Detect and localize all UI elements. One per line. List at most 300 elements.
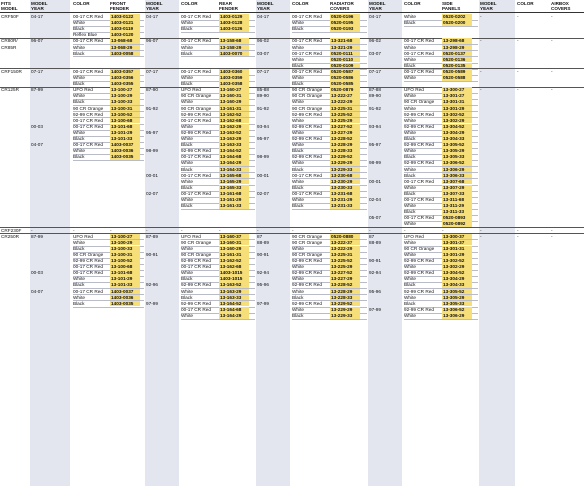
cell-color: 00-17 CR Red xyxy=(181,68,211,74)
cell-rear-fender: 13-161-33 xyxy=(219,203,249,209)
cell-rear-fender: 13-160-29 xyxy=(219,246,249,252)
cell-color: 92-99 CR Red xyxy=(292,282,322,288)
cell-radiator-covers: 0520-0879 xyxy=(330,87,360,93)
header-label: RADIATOR xyxy=(330,1,354,6)
cell-model-year: 07-17 xyxy=(31,68,43,74)
cell-rear-fender: 13-163-29 xyxy=(219,289,249,295)
cell-color: - xyxy=(517,68,519,74)
cell-model-year: 02-04 xyxy=(369,197,381,202)
cell-color: Black xyxy=(73,81,85,87)
cell-model-year: 92-96 xyxy=(146,282,158,288)
cell-model-year: 05-07 xyxy=(369,215,381,221)
cell-color: 00-17 CR Red xyxy=(73,270,103,276)
cell-rear-fender: 13-164-33 xyxy=(219,167,249,173)
header-rear-fender xyxy=(219,1,256,12)
cell-front-fender: 13-100-52 xyxy=(110,112,140,118)
cell-radiator-covers: 13-225-52 xyxy=(330,258,360,264)
header-label: COLOR xyxy=(73,1,90,6)
cell-rear-fender: 1403-0360 xyxy=(219,69,249,75)
cell-model-year: 91-92 xyxy=(146,105,158,111)
cell-radiator-covers: 0520-0111 xyxy=(330,51,360,57)
cell-color: Black xyxy=(404,300,416,306)
row-rule xyxy=(404,26,478,27)
header-color xyxy=(517,1,550,6)
row-rule xyxy=(73,307,144,308)
cell-model-year: 88-89 xyxy=(369,239,381,245)
cell-color: - xyxy=(292,227,294,233)
cell-side-panels: 13-301-37 xyxy=(442,240,472,246)
cell-color: Black xyxy=(73,282,85,288)
cell-rear-fender: 1403-0129 xyxy=(219,14,249,20)
cell-side-panels: 13-301-31 xyxy=(442,99,472,105)
cell-color: 00-17 CR Red xyxy=(292,14,322,19)
cell-model-year: 07-17 xyxy=(146,68,158,74)
cell-color: - xyxy=(181,227,183,233)
cell-color: White xyxy=(404,264,416,270)
cell-color: Black xyxy=(181,26,193,32)
cell-model-year: 87-99 xyxy=(31,233,43,239)
header-model-year xyxy=(480,1,516,12)
cell-radiator-covers: 0520-0195 xyxy=(330,20,360,26)
header-label: MODEL xyxy=(146,1,163,6)
cell-radiator-covers: 13-321-68 xyxy=(330,38,360,44)
header-color xyxy=(292,1,329,6)
cell-side-panels: 13-304-52 xyxy=(442,124,472,130)
cell-radiator-covers: 13-228-29 xyxy=(330,142,360,148)
cell-color: White xyxy=(292,197,304,202)
cell-color: White xyxy=(181,270,193,276)
cell-side-panels: 13-305-33 xyxy=(442,301,472,307)
cell-model-year: 85-88 xyxy=(257,87,269,93)
cell-color: White xyxy=(73,148,85,154)
cell-color: 00-17 CR Red xyxy=(404,38,434,44)
cell-front-fender: 13-100-27 xyxy=(110,87,140,93)
header-model-year xyxy=(31,1,71,12)
cell-rear-fender: 13-162-68 xyxy=(219,264,249,270)
cell-front-fender: 1403-0355 xyxy=(110,81,140,87)
cell-color: Black xyxy=(73,154,85,160)
cell-model-year: - xyxy=(257,227,259,233)
cell-airbox-covers: - xyxy=(551,87,553,93)
cell-radiator-covers: 13-228-52 xyxy=(330,136,360,142)
cell-color: White xyxy=(292,20,304,26)
cell-color: 92-99 CR Red xyxy=(404,258,434,263)
cell-front-fender: 13-101-68 xyxy=(110,270,140,276)
cell-color: White xyxy=(404,294,416,300)
cell-color: White xyxy=(404,44,416,50)
cell-model-year: 95-97 xyxy=(257,136,269,141)
cell-color: White xyxy=(181,123,193,129)
cell-model-year: 96-07 xyxy=(31,38,43,44)
cell-color: 92-99 CR Red xyxy=(181,282,211,288)
cell-rear-fender: 1403-1015 xyxy=(219,270,249,276)
cell-front-fender: 13-101-68 xyxy=(110,124,140,130)
cell-color: UFO Red xyxy=(404,87,424,93)
cell-model-year: 04-17 xyxy=(257,14,269,19)
cell-side-panels: 13-311-68 xyxy=(442,197,472,203)
cell-radiator-covers: 13-231-29 xyxy=(330,197,360,203)
cell-color: White xyxy=(181,197,193,202)
cell-model-year: - xyxy=(480,87,482,93)
cell-side-panels: 13-304-33 xyxy=(442,136,472,142)
cell-rear-fender: 1403-1015 xyxy=(219,276,249,282)
header-label: MODEL xyxy=(480,1,497,6)
cell-radiator-covers: 13-231-33 xyxy=(330,203,360,209)
cell-front-fender: 1403-0356 xyxy=(110,75,140,81)
cell-radiator-covers: 13-229-29 xyxy=(330,160,360,166)
cell-color: 90 CR Orange xyxy=(292,93,323,99)
cell-side-panels: 13-304-29 xyxy=(442,130,472,136)
cell-color: 92-99 CR Red xyxy=(181,111,211,117)
cell-color: White xyxy=(404,105,416,111)
cell-color: White xyxy=(404,184,416,190)
cell-rear-fender: 13-165-33 xyxy=(219,185,249,191)
header-label: MODEL xyxy=(257,1,274,6)
cell-rear-fender: 13-160-27 xyxy=(219,87,249,93)
cell-color: 00-17 CR Red xyxy=(404,215,434,221)
cell-model-year: 04-07 xyxy=(31,288,43,294)
cell-radiator-covers: 13-228-29 xyxy=(330,289,360,295)
cell-color: 00-17 CR Red xyxy=(181,306,211,312)
cell-fits-model: CRF150R xyxy=(1,68,22,74)
cell-color: Black xyxy=(181,203,193,209)
cell-front-fender: 13-101-29 xyxy=(110,130,140,136)
cell-color: Black xyxy=(404,209,416,215)
cell-color: 92-99 CR Red xyxy=(181,129,211,135)
cell-model-year: 95-96 xyxy=(257,282,269,288)
cell-color: White xyxy=(404,203,416,209)
cell-rear-fender: 1403-0128 xyxy=(219,20,249,26)
cell-color: White xyxy=(181,178,193,184)
cell-color: 90 CR Orange xyxy=(181,93,212,99)
cell-rear-fender: 13-165-29 xyxy=(219,179,249,185)
cell-side-panels: 13-306-52 xyxy=(442,160,472,166)
cell-radiator-covers: 13-230-33 xyxy=(330,185,360,191)
header-label: MODEL xyxy=(1,6,18,12)
cell-airbox-covers: - xyxy=(551,233,553,239)
cell-side-panels: 0520-0202 xyxy=(442,14,472,20)
cell-model-year: 04-07 xyxy=(31,142,43,148)
header-label: FITS xyxy=(1,1,11,6)
cell-front-fender: 13-100-27 xyxy=(110,234,140,240)
cell-radiator-covers: 13-231-68 xyxy=(330,191,360,197)
cell-radiator-covers: 13-228-52 xyxy=(330,282,360,288)
cell-model-year: 00-01 xyxy=(369,178,381,184)
cell-side-panels: 13-300-37 xyxy=(442,234,472,240)
cell-model-year: - xyxy=(31,227,33,233)
header-label: SIDE xyxy=(442,1,453,6)
cell-front-fender: 13-100-68 xyxy=(110,118,140,124)
cell-rear-fender: 13-164-68 xyxy=(219,307,249,313)
cell-model-year: - xyxy=(369,227,371,233)
cell-color: Reflex Blue xyxy=(73,32,97,38)
cell-side-panels: 13-306-52 xyxy=(442,307,472,313)
cell-color: White xyxy=(404,239,416,245)
cell-color: 90 CR Orange xyxy=(73,251,104,257)
cell-color: White xyxy=(292,264,304,270)
cell-model-year: 07-17 xyxy=(257,68,269,74)
cell-color: 92-99 CR Red xyxy=(404,142,434,148)
cell-color: Black xyxy=(73,245,85,251)
cell-model-year: 95-97 xyxy=(369,142,381,148)
cell-color: 00-17 CR Red xyxy=(181,190,211,196)
cell-model-year: 93-94 xyxy=(369,123,381,129)
cell-color: Black xyxy=(181,294,193,300)
cell-side-panels: 0520-0200 xyxy=(442,20,472,26)
cell-color: White xyxy=(404,166,416,172)
row-rule xyxy=(181,319,255,320)
cell-front-fender: 13-068-29 xyxy=(110,45,140,51)
cell-color: Black xyxy=(292,81,304,87)
cell-radiator-covers: 13-229-52 xyxy=(330,154,360,160)
cell-front-fender: 13-101-29 xyxy=(110,276,140,282)
cell-color: Black xyxy=(404,62,416,68)
cell-rear-fender: 13-162-52 xyxy=(219,112,249,118)
cell-fits-model: CR85R xyxy=(1,44,17,50)
cell-rear-fender: 13-163-29 xyxy=(219,136,249,142)
cell-color: 00-17 CR Red xyxy=(404,68,434,74)
cell-front-fender: 1403-0036 xyxy=(110,148,140,154)
cell-side-panels: 13-305-52 xyxy=(442,289,472,295)
cell-side-panels: 13-305-52 xyxy=(442,142,472,148)
cell-color: 00-17 CR Red xyxy=(73,38,103,44)
cell-rear-fender: 13-160-31 xyxy=(219,93,249,99)
cell-side-panels: 13-306-33 xyxy=(442,173,472,179)
cell-color: White xyxy=(292,142,304,148)
cell-color: 00-17 CR Red xyxy=(181,14,211,19)
cell-front-fender: 1403-0036 xyxy=(110,295,140,301)
cell-color: White xyxy=(181,288,193,294)
cell-model-year: 87-99 xyxy=(31,87,43,93)
cell-model-year: 98-99 xyxy=(257,154,269,160)
cell-front-fender: 13-101-33 xyxy=(110,136,140,142)
cell-color: White xyxy=(404,75,416,80)
header-airbox-covers xyxy=(551,1,584,12)
cell-color: Black xyxy=(292,26,304,32)
cell-rear-fender: 13-162-29 xyxy=(219,124,249,130)
cell-color: Black xyxy=(404,136,416,141)
cell-airbox-covers: - xyxy=(551,14,553,19)
cell-side-panels: 13-302-52 xyxy=(442,112,472,118)
cell-model-year: 02-07 xyxy=(146,190,158,196)
header-color xyxy=(73,1,109,6)
cell-front-fender: 13-100-33 xyxy=(110,99,140,105)
cell-rear-fender: 13-165-68 xyxy=(219,173,249,179)
header-label: YEAR xyxy=(369,6,382,12)
cell-model-year: - xyxy=(480,14,482,19)
cell-color: 00-17 CR Red xyxy=(73,14,103,19)
cell-color: 00-17 CR Red xyxy=(181,264,211,270)
cell-color: White xyxy=(404,14,416,19)
cell-model-year: - xyxy=(480,233,482,239)
cell-color: Black xyxy=(181,276,193,282)
cell-color: 00-17 CR Red xyxy=(73,264,103,270)
cell-color: White xyxy=(292,245,304,251)
cell-radiator-covers: 13-225-29 xyxy=(330,264,360,270)
cell-front-fender: 1403-0058 xyxy=(110,51,140,57)
cell-rear-fender: - xyxy=(219,227,221,233)
cell-model-year: 02-07 xyxy=(257,190,269,196)
cell-color: 92-99 CR Red xyxy=(292,154,322,160)
header-color xyxy=(404,1,441,6)
header-label: AIRBOX xyxy=(551,1,569,6)
cell-front-fender: 13-100-31 xyxy=(110,106,140,112)
header-label: FENDER xyxy=(219,6,238,12)
cell-color: Black xyxy=(292,62,304,68)
cell-front-fender: 13-100-29 xyxy=(110,93,140,99)
cell-rear-fender: 13-164-52 xyxy=(219,148,249,154)
cell-color: White xyxy=(404,117,416,123)
cell-model-year: 87-89 xyxy=(146,233,158,239)
cell-model-year: 00-01 xyxy=(146,172,158,178)
cell-rear-fender: 13-161-29 xyxy=(219,197,249,203)
cell-model-year: 96-07 xyxy=(146,38,158,44)
cell-rear-fender: 13-160-37 xyxy=(219,234,249,240)
cell-radiator-covers: 0520-0587 xyxy=(330,69,360,75)
cell-color: Black xyxy=(292,148,304,154)
row-rule xyxy=(404,319,478,320)
cell-radiator-covers: 13-225-52 xyxy=(330,112,360,118)
cell-color: White xyxy=(404,93,416,99)
cell-rear-fender: 1403-0070 xyxy=(219,51,249,57)
cell-side-panels: 13-304-52 xyxy=(442,270,472,276)
cell-side-panels: 13-298-68 xyxy=(442,38,472,44)
cell-model-year: 04-17 xyxy=(369,14,381,19)
cell-color: White xyxy=(292,178,304,184)
cell-color: White xyxy=(181,312,193,318)
cell-side-panels: 13-304-33 xyxy=(442,282,472,288)
cell-front-fender: 13-100-52 xyxy=(110,258,140,264)
cell-radiator-covers: 13-321-29 xyxy=(330,45,360,51)
cell-color: White xyxy=(404,276,416,282)
cell-color: Black xyxy=(292,166,304,172)
cell-color: White xyxy=(73,276,85,282)
cell-fits-model: CRF230F xyxy=(1,227,22,233)
cell-color: UFO Red xyxy=(73,87,93,93)
cell-radiator-covers: 13-227-29 xyxy=(330,276,360,282)
cell-color: Black xyxy=(73,136,85,141)
cell-model-year: 96-02 xyxy=(369,38,381,44)
cell-rear-fender: 13-158-29 xyxy=(219,45,249,51)
cell-color: White xyxy=(292,56,304,62)
cell-radiator-covers: 0520-0196 xyxy=(330,14,360,20)
cell-color: 00-17 CR Red xyxy=(404,178,434,184)
header-label: YEAR xyxy=(480,6,493,12)
cell-color: Black xyxy=(292,184,304,190)
cell-radiator-covers: 13-225-29 xyxy=(330,118,360,124)
cell-color: White xyxy=(73,75,85,80)
cell-color: 92-99 CR Red xyxy=(404,288,434,294)
header-divider xyxy=(0,12,584,13)
cell-color: White xyxy=(181,20,193,26)
cell-color: 90 CR Orange xyxy=(181,251,212,257)
cell-color: Black xyxy=(73,26,85,32)
cell-color: 90 CR Orange xyxy=(292,87,323,93)
cell-color: White xyxy=(404,148,416,154)
cell-color: Black xyxy=(404,172,416,178)
cell-model-year: - xyxy=(480,68,482,74)
cell-airbox-covers: - xyxy=(551,227,553,233)
cell-color: Black xyxy=(181,184,193,190)
cell-color: UFO Red xyxy=(73,233,93,239)
header-label: FENDER xyxy=(110,6,129,12)
cell-model-year: 90-91 xyxy=(146,251,158,257)
cell-radiator-covers: - xyxy=(330,227,332,233)
cell-radiator-covers: 0520-0109 xyxy=(330,63,360,69)
cell-model-year: 98-99 xyxy=(369,160,381,166)
cell-color: 92-99 CR Red xyxy=(404,270,434,276)
cell-side-panels: 13-307-29 xyxy=(442,185,472,191)
cell-side-panels: 0520-0137 xyxy=(442,51,472,57)
cell-airbox-covers: - xyxy=(551,38,553,44)
cell-color: White xyxy=(404,312,416,318)
cell-front-fender: 13-100-68 xyxy=(110,264,140,270)
cell-color: 00-17 CR Red xyxy=(292,38,322,44)
cell-rear-fender: 13-162-68 xyxy=(219,118,249,124)
cell-radiator-covers: 13-228-33 xyxy=(330,295,360,301)
header-label: YEAR xyxy=(146,6,159,12)
cell-color: 00-17 CR Red xyxy=(73,123,103,129)
header-label: COLOR xyxy=(292,1,309,6)
header-fits-model xyxy=(1,1,30,12)
cell-color: 90 CR Orange xyxy=(292,239,323,245)
cell-color: White xyxy=(73,44,85,50)
cell-side-panels: 0520-0135 xyxy=(442,63,472,69)
cell-rear-fender: 13-164-52 xyxy=(219,301,249,307)
cell-radiator-covers: 13-225-31 xyxy=(330,106,360,112)
cell-model-year: 03-07 xyxy=(369,50,381,56)
cell-side-panels: 0520-0589 xyxy=(442,69,472,75)
cell-radiator-covers: 0520-0880 xyxy=(330,234,360,240)
cell-color: 92-99 CR Red xyxy=(292,270,322,276)
cell-color: 92-99 CR Red xyxy=(73,111,103,117)
cell-model-year: - xyxy=(480,38,482,44)
cell-radiator-covers: 13-229-33 xyxy=(330,313,360,319)
cell-rear-fender: 13-163-52 xyxy=(219,130,249,136)
cell-color: - xyxy=(517,14,519,19)
header-label: COVERS xyxy=(551,6,571,12)
cell-color: - xyxy=(517,233,519,239)
cell-radiator-covers: 13-228-33 xyxy=(330,148,360,154)
cell-color: White xyxy=(73,93,85,99)
row-rule xyxy=(181,209,255,210)
cell-side-panels: 13-298-29 xyxy=(442,45,472,51)
cell-model-year: 00-03 xyxy=(31,123,43,129)
cell-front-fender: 13-100-33 xyxy=(110,246,140,252)
cell-color: 00-17 CR Red xyxy=(292,50,322,56)
cell-color: 92-99 CR Red xyxy=(181,148,211,154)
cell-side-panels: 13-302-29 xyxy=(442,118,472,124)
cell-color: White xyxy=(73,129,85,135)
cell-color: White xyxy=(73,294,85,300)
cell-color: White xyxy=(404,129,416,135)
cell-side-panels: 13-305-29 xyxy=(442,148,472,154)
cell-rear-fender: 13-164-29 xyxy=(219,160,249,166)
cell-side-panels: 0520-0136 xyxy=(442,57,472,63)
cell-side-panels: 13-302-29 xyxy=(442,264,472,270)
cell-model-year: 88-89 xyxy=(257,239,269,245)
cell-front-fender: 1403-0037 xyxy=(110,142,140,148)
cell-rear-fender: 13-163-33 xyxy=(219,142,249,148)
cell-color: 90 CR Orange xyxy=(292,105,323,111)
cell-side-panels: 13-304-29 xyxy=(442,276,472,282)
cell-front-fender: 1403-0122 xyxy=(110,14,140,20)
cell-color: Black xyxy=(404,154,416,160)
cell-rear-fender: 13-163-33 xyxy=(219,295,249,301)
cell-model-year: 92-94 xyxy=(369,270,381,276)
cell-rear-fender: 1403-0359 xyxy=(219,75,249,81)
cell-radiator-covers: 13-227-29 xyxy=(330,130,360,136)
